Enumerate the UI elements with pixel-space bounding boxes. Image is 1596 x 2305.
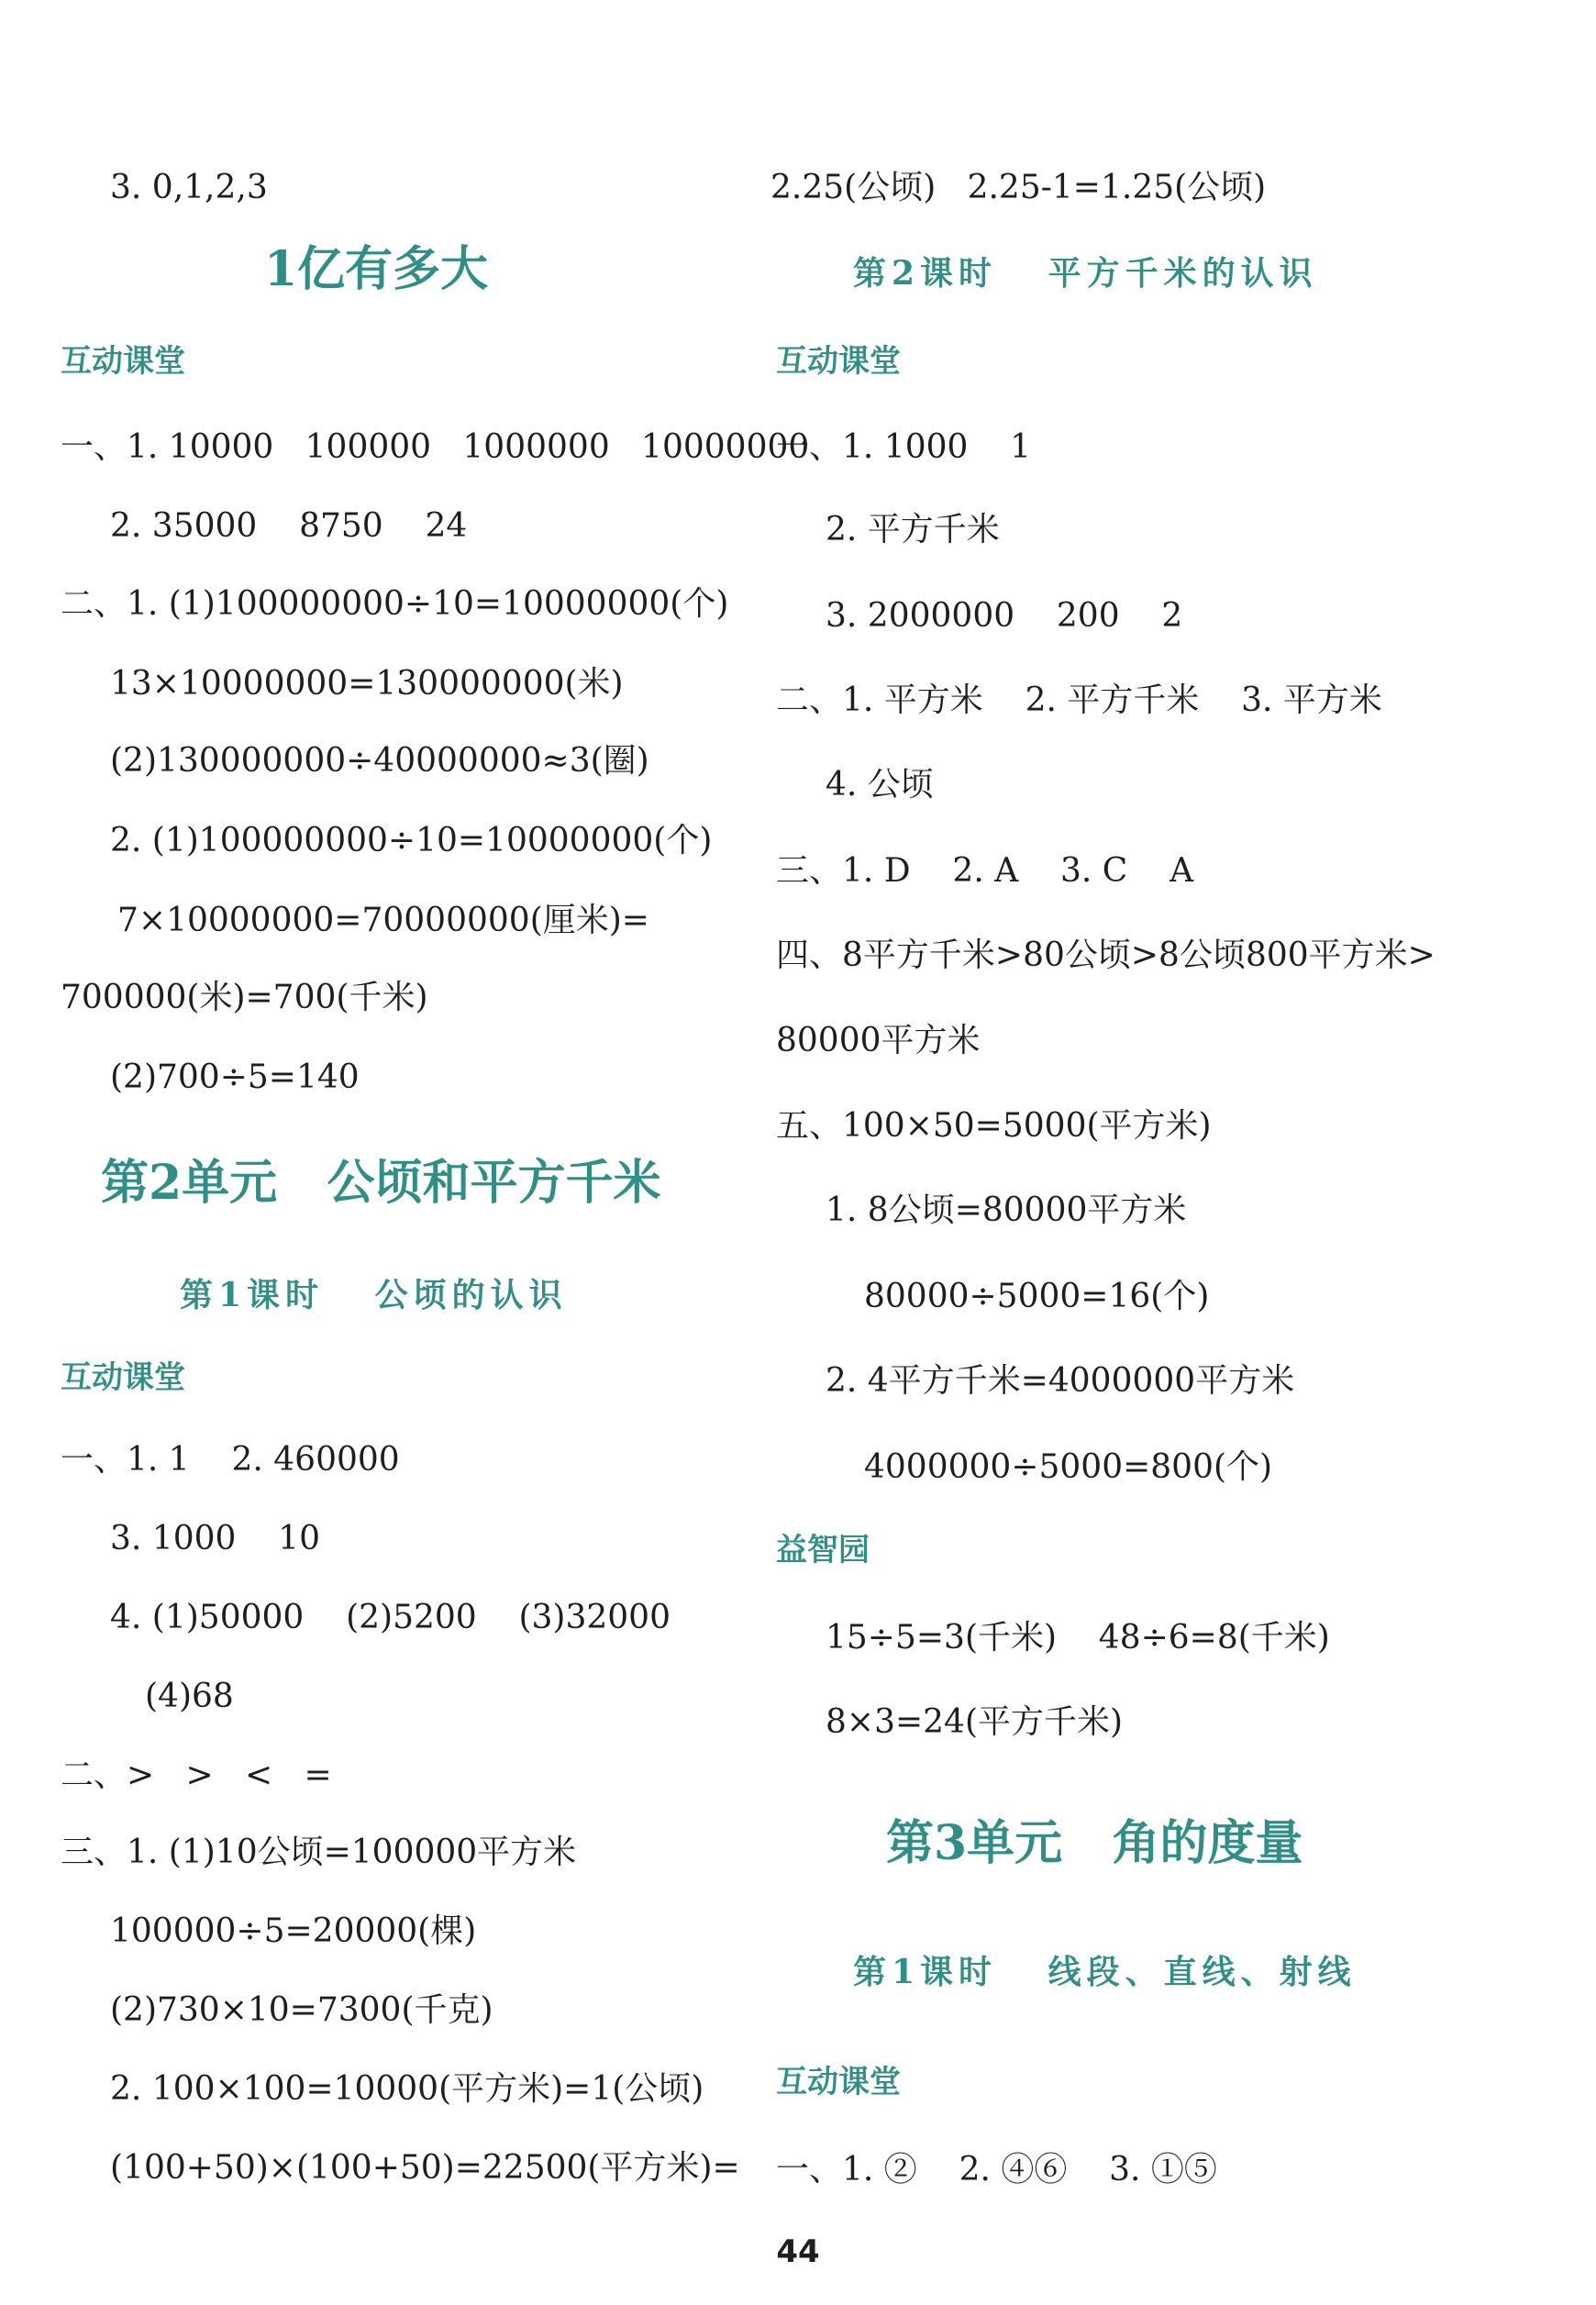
answer-line: 100000÷5=20000(棵) [110,1912,477,1950]
answer-line: 4. (1)50000 (2)5200 (3)32000 [110,1599,671,1636]
answer-line: 2. (1)100000000÷10=10000000(个) [110,822,713,859]
answer-line: 80000÷5000=16(个) [864,1278,1210,1315]
answer-line: 一、1. 10000 100000 1000000 10000000 [61,428,810,466]
answer-line: 二、1. (1)100000000÷10=10000000(个) [61,585,729,623]
answer-line: 2. 100×100=10000(平方米)=1(公顷) [110,2070,704,2108]
subsection-label: 互动课堂 [776,2064,901,2100]
answer-line: 一、1. ② 2. ④⑥ 3. ①⑤ [776,2151,1217,2189]
subsection-label: 益智园 [776,1532,870,1568]
answer-line: (2)730×10=7300(千克) [110,1991,493,2029]
section-title: 1亿有多大 [264,241,489,297]
page-number: 44 [776,2233,820,2270]
lesson-title: 第1课时 线段、直线、射线 [853,1953,1357,1991]
answer-line: 3. 0,1,2,3 [110,169,268,206]
lesson-title: 第1课时 公顷的认识 [180,1276,568,1314]
answer-line: 五、100×50=5000(平方米) [776,1107,1212,1145]
subsection-label: 互动课堂 [61,1359,185,1396]
answer-line: 700000(米)=700(千米) [61,979,428,1016]
answer-line: 1. 8公顷=80000平方米 [826,1191,1187,1229]
subsection-label: 互动课堂 [776,343,901,380]
answer-line: 13×10000000=130000000(米) [110,665,624,703]
answer-line: 3. 2000000 200 2 [826,597,1183,635]
answer-line: 4000000÷5000=800(个) [864,1448,1273,1486]
unit-title: 第2单元 公顷和平方千米 [101,1155,661,1211]
answer-line: (2)700÷5=140 [110,1058,360,1096]
answer-line: (4)68 [145,1678,234,1715]
answer-line: (2)130000000÷40000000≈3(圈) [110,742,649,780]
answer-line: 4. 公顷 [826,766,934,803]
answer-line: 二、> > < = [61,1756,332,1794]
unit-title: 第3单元 角的度量 [886,1815,1303,1871]
answer-line: 三、1. D 2. A 3. C A [776,852,1194,890]
answer-line: 2. 平方千米 [826,511,1000,549]
answer-line: 2. 4平方千米=4000000平方米 [826,1362,1295,1400]
answer-line: 一、1. 1 2. 460000 [61,1441,400,1479]
answer-line: 四、8平方千米>80公顷>8公顷800平方米> [776,936,1435,974]
answer-line: 2.25(公顷) 2.25-1=1.25(公顷) [770,169,1267,206]
answer-line: 15÷5=3(千米) 48÷6=8(千米) [826,1619,1330,1657]
subsection-label: 互动课堂 [61,343,185,380]
lesson-title: 第2课时 平方千米的认识 [853,254,1318,293]
answer-line: 7×10000000=70000000(厘米)= [117,902,649,939]
answer-line: 3. 1000 10 [110,1520,320,1557]
answer-line: 8×3=24(平方千米) [826,1703,1124,1741]
answer-line: 一、1. 1000 1 [776,428,1032,466]
answer-line: 三、1. (1)10公顷=100000平方米 [61,1834,577,1871]
answer-line: (100+50)×(100+50)=22500(平方米)= [110,2149,740,2187]
answer-line: 2. 35000 8750 24 [110,507,468,545]
answer-line: 二、1. 平方米 2. 平方千米 3. 平方米 [776,682,1382,719]
answer-line: 80000平方米 [776,1022,981,1059]
